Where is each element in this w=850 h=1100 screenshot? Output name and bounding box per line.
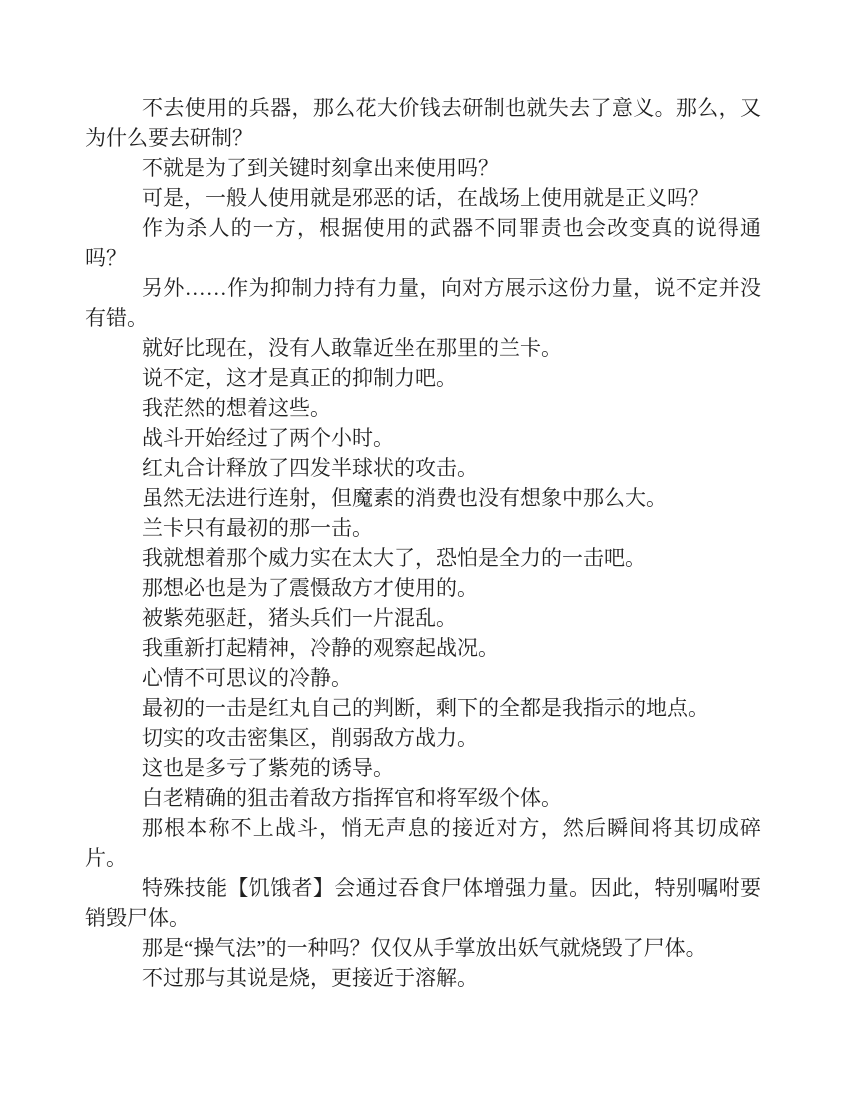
- paragraph: 不就是为了到关键时刻拿出来使用吗？: [142, 156, 499, 180]
- paragraph: 那想必也是为了震慑敌方才使用的。: [142, 576, 478, 600]
- paragraph: 我重新打起精神，冷静的观察起战况。: [142, 636, 499, 660]
- paragraph: 兰卡只有最初的那一击。: [142, 516, 373, 540]
- paragraph: 这也是多亏了紫苑的诱导。: [142, 756, 394, 780]
- paragraph: 说不定，这才是真正的抑制力吧。: [142, 366, 457, 390]
- paragraph: 不去使用的兵器，那么花大价钱去研制也就失去了意义。那么，又为什么要去研制？: [85, 96, 761, 150]
- paragraph: 那是“操气法”的一种吗？仅仅从手掌放出妖气就烧毁了尸体。: [142, 936, 707, 960]
- paragraph: 心情不可思议的冷静。: [142, 666, 352, 690]
- paragraph: 不过那与其说是烧，更接近于溶解。: [142, 966, 478, 990]
- paragraph: 特殊技能【饥饿者】会通过吞食尸体增强力量。因此，特别嘱咐要销毁尸体。: [85, 876, 761, 930]
- paragraph: 切实的攻击密集区，削弱敌方战力。: [142, 726, 478, 750]
- paragraph: 被紫苑驱赶，猪头兵们一片混乱。: [142, 606, 457, 630]
- paragraph: 战斗开始经过了两个小时。: [142, 426, 394, 450]
- paragraph: 我茫然的想着这些。: [142, 396, 331, 420]
- paragraph: 就好比现在，没有人敢靠近坐在那里的兰卡。: [142, 336, 562, 360]
- paragraph: 最初的一击是红丸自己的判断，剩下的全都是我指示的地点。: [142, 696, 709, 720]
- paragraph: 红丸合计释放了四发半球状的攻击。: [142, 456, 478, 480]
- paragraph: 那根本称不上战斗，悄无声息的接近对方，然后瞬间将其切成碎片。: [85, 816, 761, 870]
- paragraph: 白老精确的狙击着敌方指挥官和将军级个体。: [142, 786, 562, 810]
- paragraph: 作为杀人的一方，根据使用的武器不同罪责也会改变真的说得通吗？: [85, 216, 761, 270]
- paragraph: 虽然无法进行连射，但魔素的消费也没有想象中那么大。: [142, 486, 667, 510]
- paragraph: 另外……作为抑制力持有力量，向对方展示这份力量，说不定并没有错。: [85, 276, 761, 330]
- paragraph: 我就想着那个威力实在太大了，恐怕是全力的一击吧。: [142, 546, 646, 570]
- paragraph: 可是，一般人使用就是邪恶的话，在战场上使用就是正义吗？: [142, 186, 709, 210]
